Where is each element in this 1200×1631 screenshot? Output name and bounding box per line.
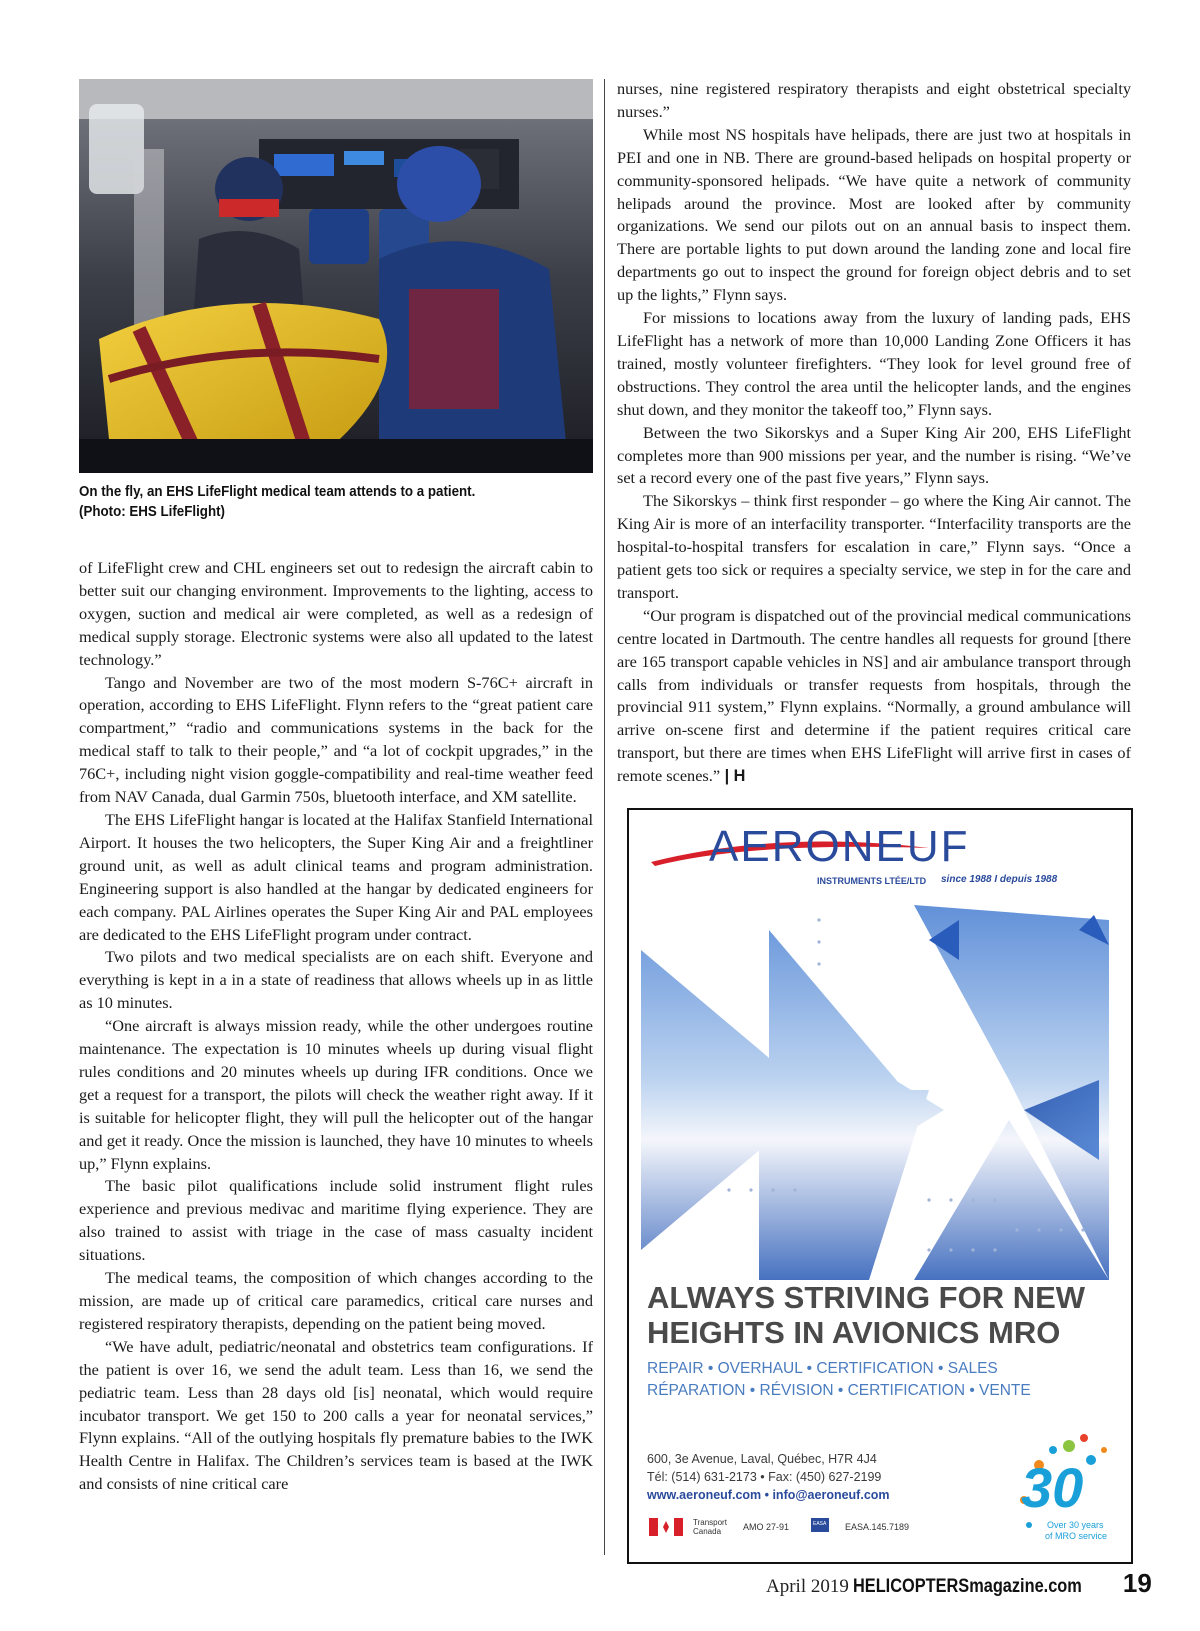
paragraph: Tango and November are two of the most modern S-76C+ aircraft in operation, according to EHS LifeFlight. Flynn refers to the “great patient care compartment,” “radio and communications systems in the back for the medical staff to talk to their people,” and “a lot of cockpit upgrades,” in the 76C+, including night vision goggle-compatibility and real-time weather feed from NAV Canada, dual Garmin 750s, bluetooth interface, and XM satellite. <box>79 672 593 807</box>
services-english: REPAIR • OVERHAUL • CERTIFICATION • SALES <box>647 1360 998 1377</box>
caption-credit: (Photo: EHS LifeFlight) <box>79 504 225 520</box>
caption-line: On the fly, an EHS LifeFlight medical team attends to a patient. <box>79 484 476 500</box>
article-photo <box>79 79 593 473</box>
services-french: RÉPARATION • RÉVISION • CERTIFICATION • VENTE <box>647 1382 1031 1399</box>
amo-number: AMO 27-91 <box>743 1522 790 1532</box>
paragraph: nurses, nine registered respiratory therapists and eight obstetrical specialty nurses.” <box>617 79 1131 121</box>
paragraph-text: “Our program is dispatched out of the provincial medical communications centre located in Dartmouth. The centre handles all requests for ground [there are 165 transport capable vehicles in NS] and air ambulance transport through calls from individuals or transfer requests from hospitals, through the provincial 911 system,” Flynn explains. “Normally, a ground ambulance will arrive on-scene first and determine if the patient requires critical care transport, but there are times when EHS LifeFlight will arrive first in cases of remote scenes.” <box>617 605 1131 786</box>
easa-logo-text: EASA <box>813 1521 827 1527</box>
end-mark: | H <box>720 767 746 786</box>
page-number: 19 <box>1122 1568 1152 1598</box>
paragraph: While most NS hospitals have helipads, there are just two at hospitals in PEI and one in NB. There are ground-based helipads on hospital property or community-sponsored helipads. “We have quite a network of community helipads around the province. Most are looked after by community organizations. We send our pilots out on an annual basis to inspect them. There are portable lights to put down around the landing zone and local fire departments go out to inspect the ground for foreign object debris and to set up the lights,” Flynn says. <box>617 124 1131 305</box>
paragraph: Two pilots and two medical specialists are on each shift. Everyone and everything is kept in a in a state of readiness that allows wheels up in as little as 10 minutes. <box>79 947 593 1013</box>
paragraph: “One aircraft is always mission ready, while the other undergoes routine maintenance. The expectation is 10 minutes wheels up during visual flight rules conditions and 20 minutes wheels up during IFR conditions. Once we get a request for a transport, the pilots will check the weather right away. If it is suitable for helicopter flight, they will pull the helicopter out of the hangar and get it ready. Once the mission is launched, they have 10 minutes to wheels up,” Flynn explains. <box>79 1016 593 1173</box>
brand-subtitle: INSTRUMENTS LTÉE/LTD <box>817 876 927 886</box>
anniversary-text-1: Over 30 years <box>1047 1520 1104 1530</box>
paragraph: of LifeFlight crew and CHL engineers set out to redesign the aircraft cabin to better suit our changing environment. Improvements to the lighting, access to oxygen, suction and medical air were completed, as well as a redesign of medical supply storage. Electronic systems were also all updated to the latest technology.” <box>79 558 593 669</box>
issue-date: April 2019 <box>766 1576 849 1597</box>
paragraph: “We have adult, pediatric/neonatal and obstetrics team configurations. If the patient is over 16, we send the adult team. Less than 16, we send the pediatric team. Less than 28 days old [is] neonatal, which would require incubator transport. We get 150 to 200 calls a year for neonatal services,” Flynn explains. “All of the outlying hospitals fly premature babies to the IWK Health Centre in Halifax. The Children’s services team is based at the IWK and consists of nine critical care <box>79 1336 593 1494</box>
anniversary-text-2: of MRO service <box>1045 1531 1108 1541</box>
since-tag: since 1988 I depuis 1988 <box>941 874 1058 885</box>
ad-phone: Tél: (514) 631-2173 • Fax: (450) 627-2199 <box>647 1470 882 1484</box>
page-footer <box>766 1568 1152 1602</box>
article-column-left <box>79 557 593 1496</box>
photo-icon <box>79 79 593 473</box>
anniversary-number: 30 <box>1021 1456 1084 1519</box>
article-column-right <box>617 78 1131 788</box>
ad-graphic <box>629 810 1131 1562</box>
brand-name: AERONEUF <box>709 822 970 871</box>
paragraph: The EHS LifeFlight hangar is located at the Halifax Stanfield International Airport. It houses the two helicopters, the Super King Air and a freightliner ground unit, as well as adult clinical teams and program administration. Engineering support is also handled at the hangar by dedicated engineers for each company. PAL Airlines operates the Super King Air and PAL employees are dedicated to the EHS LifeFlight program under contract. <box>79 809 593 944</box>
ad-website[interactable]: www.aeroneuf.com • info@aeroneuf.com <box>647 1488 890 1502</box>
ad-headline-1: ALWAYS STRIVING FOR NEW <box>647 1280 1086 1315</box>
magazine-url[interactable]: HELICOPTERSmagazine.com <box>852 1576 1082 1597</box>
paragraph <box>617 605 1131 788</box>
ad-headline-2: HEIGHTS IN AVIONICS MRO <box>647 1315 1061 1350</box>
paragraph: Between the two Sikorskys and a Super King Air 200, EHS LifeFlight completes more than 900 missions per year, and the number is rising. “We’ve set a record every one of the past five years,” Flynn says. <box>617 422 1131 488</box>
photo-caption <box>79 482 552 522</box>
canada-flag-icon <box>649 1518 683 1536</box>
ad-address: 600, 3e Avenue, Laval, Québec, H7R 4J4 <box>647 1452 877 1466</box>
paragraph: The medical teams, the composition of which changes according to the mission, are made up of critical care paramedics, critical care nurses and registered respiratory therapists, depending on the patient being moved. <box>79 1268 593 1333</box>
aeroneuf-advertisement[interactable] <box>627 808 1133 1564</box>
column-divider <box>604 79 605 1555</box>
paragraph: The basic pilot qualifications include solid instrument flight rules experience and previous medivac and maritime flying experience. They are also trained to assist with triage in the case of mass casualty incident situations. <box>79 1176 593 1265</box>
paragraph: The Sikorskys – think first responder – go where the King Air cannot. The King Air is more of an interfacility transporter. “Interfacility transports are the hospital-to-hospital transfers for escalation in care,” Flynn says. “Once a patient gets too sick or requires a specialty service, we step in for the care and transport. <box>617 491 1131 602</box>
easa-number: EASA.145.7189 <box>845 1522 910 1532</box>
transport-canada-label: Transport Canada <box>693 1518 727 1536</box>
paragraph: For missions to locations away from the luxury of landing pads, EHS LifeFlight has a network of more than 10,000 Landing Zone Officers it has trained, mostly volunteer firefighters. “They look for level ground free of obstructions. They control the area until the helicopter lands, and the engines shut down, and they monitor the takeoff too,” Flynn says. <box>617 308 1131 419</box>
